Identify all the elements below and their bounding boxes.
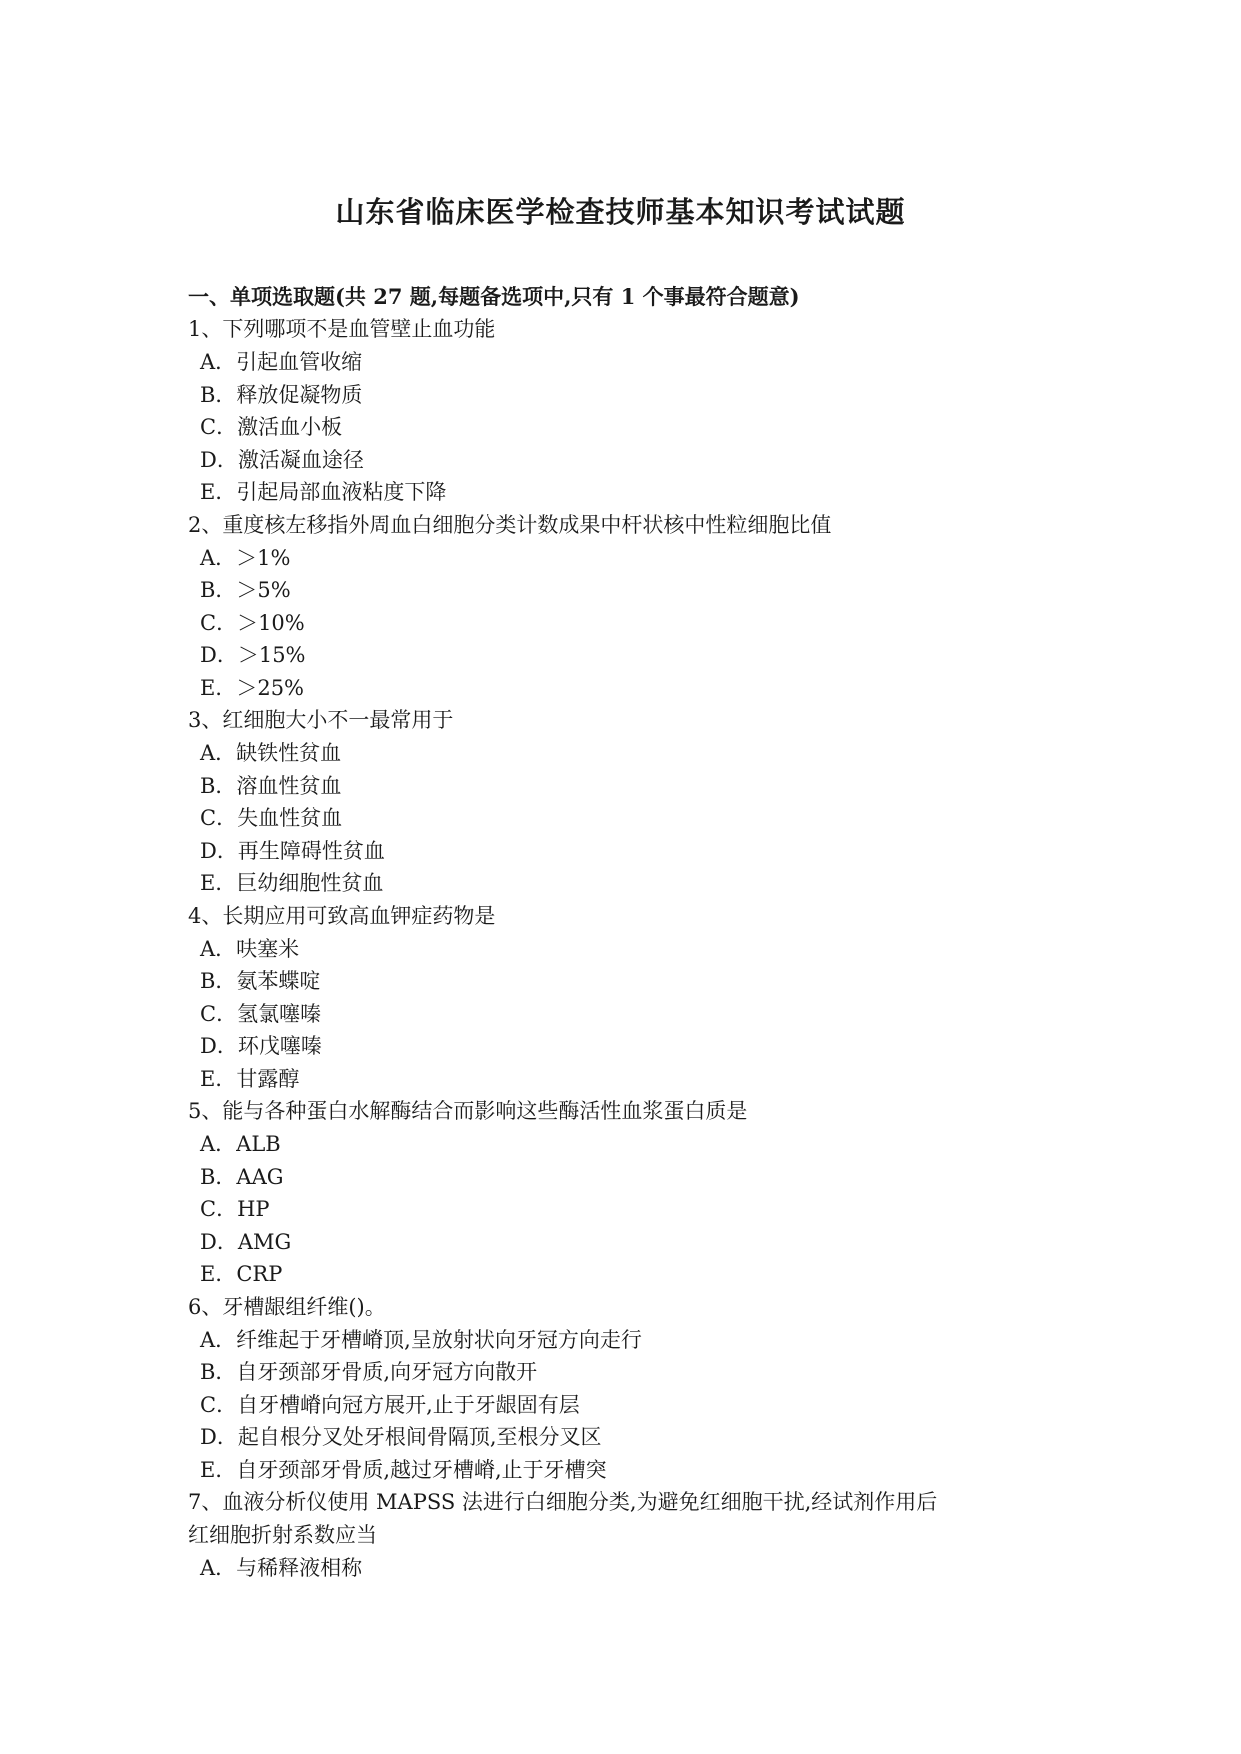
answer-option: B．AAG [200,1164,284,1189]
answer-option: E．自牙颈部牙骨质,越过牙槽嵴,止于牙槽突 [200,1457,607,1482]
answer-option: C．激活血小板 [200,415,343,439]
answer-option: C．HP [200,1197,270,1221]
answer-option: A．＞1% [200,545,291,570]
answer-option: D．再生障碍性贫血 [200,838,385,863]
document-body [188,280,1068,1585]
answer-option: B．氨苯蝶啶 [200,969,321,993]
question-item [188,1486,1068,1585]
question-text: 1、下列哪项不是血管壁止血功能 [188,317,496,341]
answer-option: B．溶血性贫血 [200,773,342,798]
answer-option: A．呋塞米 [200,936,300,961]
answer-option: A．与稀释液相称 [200,1556,363,1580]
answer-option: C．自牙槽嵴向冠方展开,止于牙龈固有层 [200,1392,580,1417]
answer-option: B．＞5% [200,578,291,602]
answer-option: C．失血性贫血 [200,806,343,830]
question-text: 3、红细胞大小不一最常用于 [188,708,454,732]
answer-option: D．激活凝血途径 [200,447,364,472]
question-item [188,900,1068,1096]
answer-option: A．ALB [200,1132,281,1156]
answer-option: C．氢氯噻嗪 [200,1001,322,1026]
question-text: 6、牙槽龈组纤维()。 [188,1294,386,1319]
question-item [188,704,1068,900]
answer-option: D．AMG [200,1229,292,1254]
question-item [188,509,1068,705]
answer-option: D．＞15% [200,643,306,667]
question-text: 7、血液分析仪使用 MAPSS 法进行白细胞分类,为避免红细胞干扰,经试剂作用后 [188,1490,938,1514]
answer-option: E．＞25% [200,675,305,700]
answer-option: D．环戊噻嗪 [200,1034,322,1058]
question-text: 2、重度核左移指外周血白细胞分类计数成果中杆状核中性粒细胞比值 [188,512,832,537]
answer-option: E．甘露醇 [200,1066,300,1091]
question-list [188,313,1068,1585]
question-text: 5、能与各种蛋白水解酶结合而影响这些酶活性血浆蛋白质是 [188,1099,748,1123]
question-item [188,313,1068,509]
answer-option: D．起自根分叉处牙根间骨隔顶,至根分叉区 [200,1425,602,1449]
answer-option: B．释放促凝物质 [200,382,363,407]
answer-option: A．缺铁性贫血 [200,741,342,765]
question-text: 4、长期应用可致高血钾症药物是 [188,903,496,928]
section-heading: 一、单项选取题(共 27 题,每题备选项中,只有 1 个事最符合题意) [188,284,800,309]
question-item [188,1095,1068,1291]
answer-option: A．纤维起于牙槽嵴顶,呈放射状向牙冠方向走行 [200,1327,642,1352]
question-item [188,1291,1068,1487]
answer-option: A．引起血管收缩 [200,350,363,374]
answer-option: E．CRP [200,1262,283,1286]
answer-option: C．＞10% [200,610,305,635]
answer-option: B．自牙颈部牙骨质,向牙冠方向散开 [200,1360,538,1384]
answer-option: E．巨幼细胞性贫血 [200,871,384,895]
answer-option: E．引起局部血液粘度下降 [200,480,447,504]
page-title: 山东省临床医学检查技师基本知识考试试题 [335,195,906,229]
question-text: 红细胞折射系数应当 [188,1523,377,1547]
